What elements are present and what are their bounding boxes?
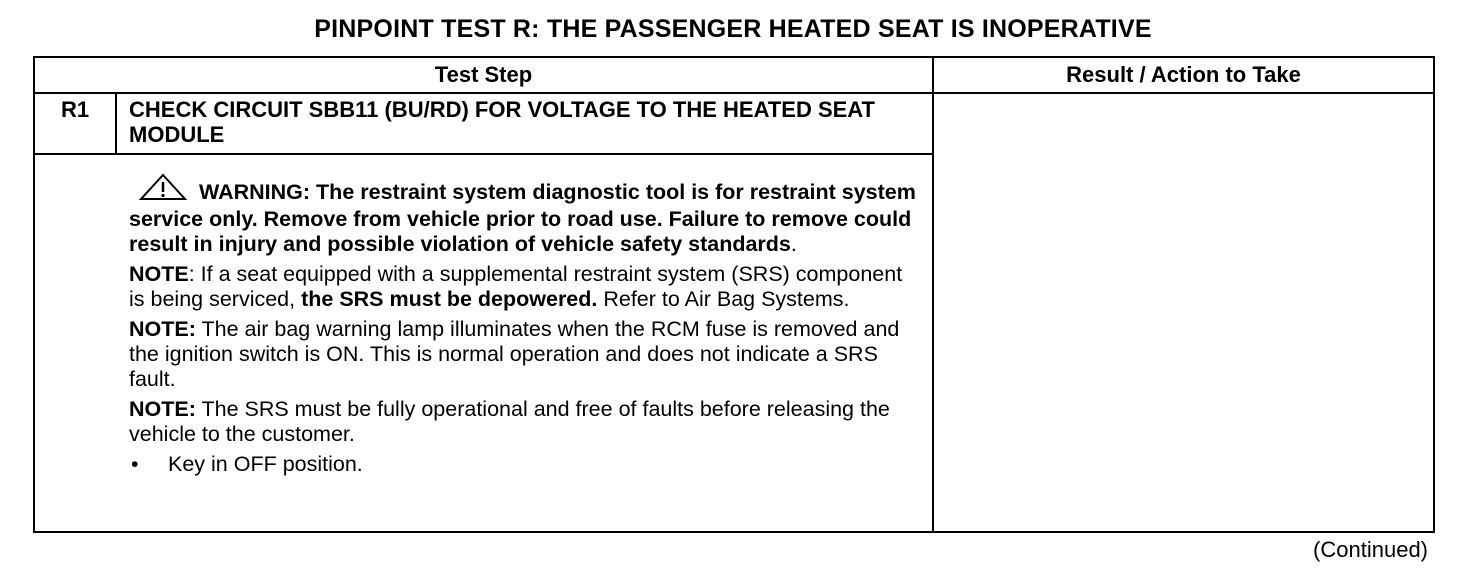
note-text: : If a seat equipped with a supplemental restraint system (SRS) component is being serviced, xyxy=(129,262,903,311)
header-test-step: Test Step xyxy=(434,62,533,87)
bullet-icon: • xyxy=(131,452,139,476)
step-id: R1 xyxy=(60,97,90,122)
note-paragraph-1 xyxy=(129,262,919,312)
note-label: NOTE: xyxy=(129,397,196,421)
note-paragraph-2 xyxy=(129,317,919,392)
page-title: PINPOINT TEST R: THE PASSENGER HEATED SEAT IS INOPERATIVE xyxy=(314,15,1152,43)
step-title-divider xyxy=(35,153,932,155)
continued-label: (Continued) xyxy=(1313,537,1428,562)
step-title: CHECK CIRCUIT SBB11 (BU/RD) FOR VOLTAGE TO THE HEATED SEAT MODULE xyxy=(129,97,875,147)
pinpoint-test-table xyxy=(33,56,1435,533)
list-item xyxy=(129,452,919,477)
warning-paragraph xyxy=(129,173,919,257)
warning-end: . xyxy=(790,232,797,256)
warning-text: The restraint system diagnostic tool is for restraint system service only. Remove from vehicle prior to road use. Failure to remove could result in injury and possible violation of vehicle safety standards xyxy=(129,180,916,256)
note-label: NOTE: xyxy=(129,317,196,341)
header-result-action: Result / Action to Take xyxy=(1066,62,1301,87)
warning-label: WARNING: xyxy=(199,180,311,204)
note-text: Refer to Air Bag Systems. xyxy=(597,287,850,311)
result-cell xyxy=(934,94,1433,531)
note-label: NOTE xyxy=(129,262,189,286)
note-bold-text: the SRS must be depowered. xyxy=(301,287,598,311)
note-text: The SRS must be fully operational and free of faults before releasing the vehicle to the customer. xyxy=(129,397,890,446)
step-body xyxy=(129,173,919,477)
step-id-divider xyxy=(115,94,117,155)
note-paragraph-3 xyxy=(129,397,919,447)
list-item-text: Key in OFF position. xyxy=(168,452,363,476)
warning-triangle-icon xyxy=(139,173,187,207)
note-text: The air bag warning lamp illuminates when the RCM fuse is removed and the ignition switch is ON. This is normal operation and does not indicate a SRS fault. xyxy=(129,317,900,391)
